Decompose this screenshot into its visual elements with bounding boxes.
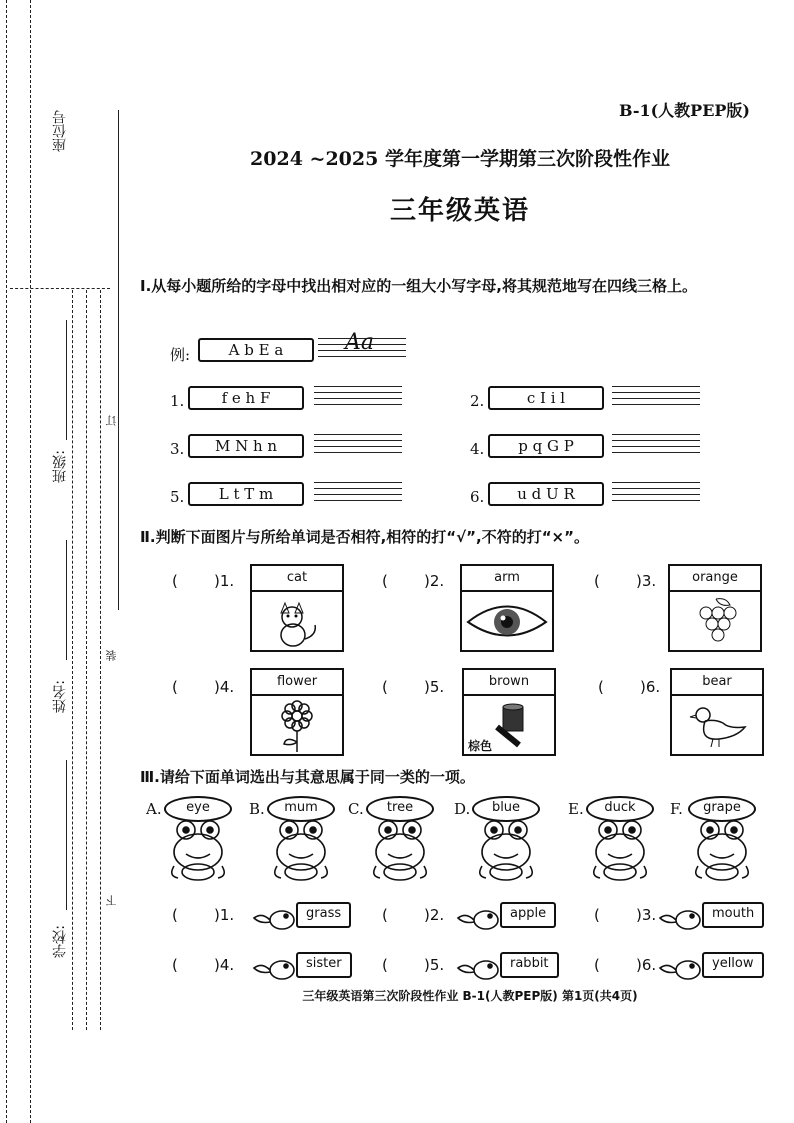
item-word: apple (500, 902, 556, 928)
section2-heading: Ⅱ.判断下面图片与所给单词是否相符,相符的打“√”,不符的打“×”。 (140, 528, 589, 546)
answer-paren[interactable]: ( (382, 956, 388, 974)
s2-q5-number: )5. (424, 678, 445, 696)
class-blank[interactable] (66, 320, 67, 440)
s2-q1-number: )1. (214, 572, 235, 590)
cut-line (30, 0, 31, 1123)
frog-icon (267, 816, 335, 886)
s2-q5-card (462, 668, 556, 756)
subject-title: 三年级英语 (389, 196, 530, 226)
item-number: )6. (636, 956, 657, 974)
tadpole-icon (456, 954, 500, 986)
q5-letter-box: L t T m (188, 482, 304, 506)
cat-icon (252, 592, 342, 652)
q4-four-lines[interactable] (612, 434, 700, 456)
q2-number: 2. (470, 392, 485, 410)
page-footer: 三年级英语第三次阶段性作业 B-1(人教PEP版) 第1页(共4页) (302, 989, 638, 1003)
option-letter: D. (454, 800, 471, 818)
school-blank[interactable] (66, 760, 67, 910)
item-word: yellow (702, 952, 764, 978)
q1-four-lines[interactable] (314, 386, 402, 408)
answer-paren[interactable]: ( (594, 956, 600, 974)
q1-letter-box: f e h F (188, 386, 304, 410)
option-word: blue (472, 796, 540, 822)
frog-icon (472, 816, 540, 886)
s2-q2-word: arm (462, 566, 552, 592)
flower-icon (252, 696, 342, 756)
q5-number: 5. (170, 488, 185, 506)
q2-letter-box: c I i l (488, 386, 604, 410)
s2-q3-card (668, 564, 762, 652)
s2-q5-note: 棕色 (468, 739, 493, 753)
section3-heading: Ⅲ.请给下面单词选出与其意思属于同一类的一项。 (140, 768, 475, 786)
option-letter: E. (568, 800, 584, 818)
answer-paren[interactable]: ( (594, 906, 600, 924)
q6-letter-box: u d U R (488, 482, 604, 506)
item-number: )4. (214, 956, 235, 974)
edition-tag: B-1(人教PEP版) (619, 101, 750, 120)
item-number: )1. (214, 906, 235, 924)
s2-q4-word: flower (252, 670, 342, 696)
answer-paren[interactable]: ( (172, 906, 178, 924)
q3-number: 3. (170, 440, 185, 458)
cut-line (6, 0, 7, 1123)
q6-number: 6. (470, 488, 485, 506)
s2-q1-card (250, 564, 344, 652)
side-mark-xian: 下 (105, 895, 118, 906)
tadpole-icon (456, 904, 500, 936)
item-word: mouth (702, 902, 764, 928)
s2-q5-word: brown (464, 670, 554, 696)
example-letter-box: A b E a (198, 338, 314, 362)
q4-letter-box: p q G P (488, 434, 604, 458)
name-blank[interactable] (66, 540, 67, 660)
option-letter: F. (670, 800, 683, 818)
s2-q6-word: bear (672, 670, 762, 696)
option-word: mum (267, 796, 335, 822)
grapes-icon (670, 592, 760, 652)
item-number: )5. (424, 956, 445, 974)
cut-line (100, 290, 101, 1030)
q3-four-lines[interactable] (314, 434, 402, 456)
cut-line (10, 288, 110, 289)
side-label-seat: 座位号 (52, 110, 68, 152)
side-mark-zhuang: 装 (105, 650, 118, 661)
exam-title: 2024 ~2025 学年度第一学期第三次阶段性作业 (250, 148, 670, 170)
example-answer: Aa (345, 330, 375, 355)
side-label-class: 班级: (52, 450, 68, 483)
answer-paren[interactable]: ( (382, 906, 388, 924)
tadpole-icon (252, 904, 296, 936)
s2-q1-word: cat (252, 566, 342, 592)
s2-q3-word: orange (670, 566, 760, 592)
side-label-school: 学校: (52, 925, 68, 958)
cut-line (86, 290, 87, 1030)
s2-q2-number: )2. (424, 572, 445, 590)
option-word: grape (688, 796, 756, 822)
option-letter: A. (146, 800, 162, 818)
item-number: )3. (636, 906, 657, 924)
side-mark-ding: 订 (105, 415, 118, 426)
q2-four-lines[interactable] (612, 386, 700, 408)
frog-icon (366, 816, 434, 886)
margin-rule (118, 110, 119, 610)
tadpole-icon (658, 904, 702, 936)
option-letter: B. (249, 800, 265, 818)
paint-bucket-icon (464, 696, 554, 756)
s2-q6-number: )6. (640, 678, 661, 696)
frog-icon (586, 816, 654, 886)
item-word: grass (296, 902, 351, 928)
q1-number: 1. (170, 392, 185, 410)
item-number: )2. (424, 906, 445, 924)
item-word: rabbit (500, 952, 559, 978)
q6-four-lines[interactable] (612, 482, 700, 504)
q4-number: 4. (470, 440, 485, 458)
q3-letter-box: M N h n (188, 434, 304, 458)
s2-q3-number: )3. (636, 572, 657, 590)
side-label-name: 姓名: (52, 680, 68, 713)
tadpole-icon (252, 954, 296, 986)
s2-q4-card (250, 668, 344, 756)
s2-q4-number: )4. (214, 678, 235, 696)
option-letter: C. (348, 800, 364, 818)
tadpole-icon (658, 954, 702, 986)
q5-four-lines[interactable] (314, 482, 402, 504)
s2-q2-card (460, 564, 554, 652)
option-word: eye (164, 796, 232, 822)
option-word: tree (366, 796, 434, 822)
frog-icon (164, 816, 232, 886)
s2-q6-card (670, 668, 764, 756)
section1-heading: Ⅰ.从每小题所给的字母中找出相对应的一组大小写字母,将其规范地写在四线三格上。 (140, 277, 697, 295)
item-word: sister (296, 952, 352, 978)
answer-paren[interactable]: ( (172, 956, 178, 974)
example-label: 例: (170, 346, 191, 364)
frog-icon (688, 816, 756, 886)
cut-line (72, 290, 73, 1030)
option-word: duck (586, 796, 654, 822)
eye-icon (462, 592, 552, 652)
bird-icon (672, 696, 762, 756)
